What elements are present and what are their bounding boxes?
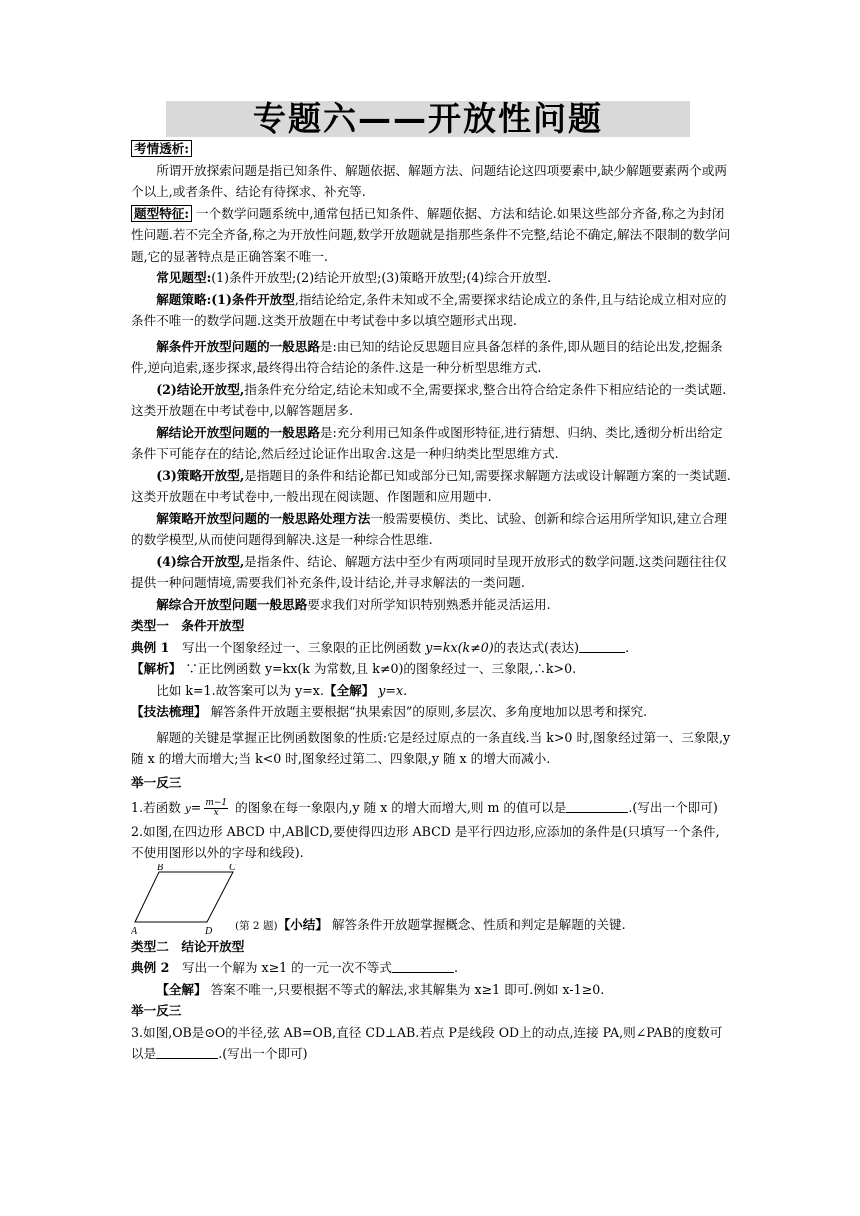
silu2-paragraph xyxy=(131,422,731,465)
parallelogram-figure xyxy=(131,864,241,936)
example2-blank xyxy=(392,960,454,973)
question1-a: 1.若函数 xyxy=(131,800,185,815)
changjian-label: 常见题型: xyxy=(156,270,212,285)
tixing-text: 一个数学问题系统中,通常包括已知条件、解题依据、方法和结论.如果这些部分齐备,称之为封闭性问题.若不完全齐备,称之为开放性问题,数学开放题就是指那些条件不完整,结论不确定,解法不限制的数学问题,它的显著特点是正确答案不唯一. xyxy=(131,205,731,264)
silu4-paragraph xyxy=(131,594,731,616)
summary-label: 【小结】 xyxy=(277,916,328,932)
tixing-label: 题型特征: xyxy=(131,205,192,222)
celue-sub-label: (1)条件开放型 xyxy=(211,291,295,307)
key1-paragraph: 解题的关键是掌握正比例函数图象的性质:它是经过原点的一条直线.当 k>0 时,图象经过第一、三象限,y 随 x 的增大而增大;当 k<0 时,图象经过第二、四象限,y 随 x 的增大而减小. xyxy=(131,729,731,766)
vertex-label-c: C xyxy=(229,863,236,873)
fraction-numerator: m−1 xyxy=(205,798,228,808)
practice1-heading: 举一反三 xyxy=(131,774,182,790)
answer1-pre: 比如 k=1.故答案可以为 y=x. xyxy=(156,682,324,698)
silu4-text: 要求我们对所学知识特别熟悉并能灵活运用. xyxy=(307,596,551,612)
analysis1-text: ∵正比例函数 y=kx(k 为常数,且 k≠0)的图象经过一、三象限,∴k>0. xyxy=(181,661,577,676)
question1-c: .(写出一个即可) xyxy=(628,800,718,815)
example1-label: 典例 1 xyxy=(131,639,170,655)
zonghe-paragraph xyxy=(131,551,731,594)
analysis1-label: 【解析】 xyxy=(131,661,182,676)
zonghe-label: (4)综合开放型, xyxy=(156,553,245,569)
example1-text-b: 的表达式(表达) xyxy=(493,639,580,655)
kaoqing-label: 考情透析: xyxy=(131,140,192,157)
type2-heading: 类型二 结论开放型 xyxy=(131,938,245,954)
celue3-paragraph xyxy=(131,465,731,508)
parallelogram-shape xyxy=(135,872,233,922)
title-banner xyxy=(166,101,690,137)
skill1-text: 解答条件开放题主要根据“执果索因”的原则,多层次、多角度地加以思考和探究. xyxy=(206,704,648,719)
answer2-paragraph xyxy=(131,979,731,1001)
silu3-label: 解策略开放型问题的一般思路处理方法 xyxy=(156,510,371,526)
silu2-label: 解结论开放型问题的一般思路 xyxy=(156,424,320,440)
answer2-label: 【全解】 xyxy=(156,981,207,997)
celue3-label: (3)策略开放型, xyxy=(156,467,245,483)
example2-text: 写出一个解为 x≥1 的一元一次不等式 xyxy=(169,960,392,975)
silu3-paragraph xyxy=(131,508,731,551)
type1-heading: 类型一 条件开放型 xyxy=(131,618,245,633)
silu1-label: 解条件开放型问题的一般思路 xyxy=(156,338,320,354)
question1-blank xyxy=(566,800,628,813)
question3-b: .(写出一个即可) xyxy=(218,1046,308,1061)
silu2-text: 是:充分利用已知条件或图形特征,进行猜想、归纳、类比,透彻分析出给定条件下可能存在的结论,然后经过论证作出取舍.这是一种归纳类比型思维方式. xyxy=(131,424,723,461)
answer1-text: y=x. xyxy=(374,682,408,698)
question1-b: 的图象在每一象限内,y 随 x 的增大而增大,则 m 的值可以是 xyxy=(231,800,567,815)
question3-blank xyxy=(156,1046,218,1059)
silu4-label: 解综合开放型问题一般思路 xyxy=(156,596,308,612)
kaoqing-paragraph: 所谓开放探索问题是指已知条件、解题依据、解题方法、问题结论这四项要素中,缺少解题要素两个或两个以上,或者条件、结论有待探求、补充等. xyxy=(131,162,727,199)
vertex-label-b: B xyxy=(157,863,164,873)
skill1-paragraph xyxy=(131,701,731,723)
example2-label: 典例 2 xyxy=(131,960,170,975)
practice2-heading: 举一反三 xyxy=(131,1003,182,1018)
answer1-label: 【全解】 xyxy=(323,682,375,698)
silu3-text: 一般需要模仿、类比、试验、创新和综合运用所学知识,建立合理的数学模型,从而使问题得到解决.这是一种综合性思维. xyxy=(131,510,727,547)
figure-row xyxy=(131,864,731,936)
question1-fraction xyxy=(204,799,228,818)
kaoqing-heading xyxy=(131,138,731,160)
example2: 典例 2 写出一个解为 x≥1 的一元一次不等式 . xyxy=(131,960,458,975)
silu1-text: 是:由已知的结论反思题目应具备怎样的条件,即从题目的结论出发,挖掘条件,逆向追索,逐步探求,最终得出符合结论的条件.这是一种分析型思维方式. xyxy=(131,338,723,375)
changjian-paragraph xyxy=(131,267,731,289)
example1: 典例 1 写出一个图象经过一、三象限的正比例函数 y=kx(k≠0)的表达式(表达) . xyxy=(131,639,630,655)
skill1-label: 【技法梳理】 xyxy=(131,704,207,719)
vertex-label-d: D xyxy=(205,925,213,936)
question2: 2.如图,在四边形 ABCD 中,AB∥CD,要使得四边形 ABCD 是平行四边形,应添加的条件是(只填写一个条件,不使用图形以外的字母和线段). xyxy=(131,823,720,860)
question3-a: 3.如图,OB是⊙O的半径,弦 AB=OB,直径 CD⊥AB.若点 P是线段 OD上的动点,连接 PA,则∠PAB的度数可以是 xyxy=(131,1024,723,1061)
jielun-paragraph xyxy=(131,379,731,422)
fraction-denominator: x xyxy=(213,808,219,818)
zonghe-text: 是指条件、结论、解题方法中至少有两项同时呈现开放形式的数学问题.这类问题往往仅提供一种问题情境,需要我们补充条件,设计结论,并寻求解法的一类问题. xyxy=(131,553,727,590)
silu1-paragraph xyxy=(131,336,731,379)
celue3-text: 是指题目的条件和结论都已知或部分已知,需要探求解题方法或设计解题方案的一类试题.这类开放题在中考试卷中,一般出现在阅读题、作图题和应用题中. xyxy=(131,467,731,504)
summary-text: 解答条件开放题掌握概念、性质和判定是解题的关键. xyxy=(327,916,626,932)
tixing-paragraph xyxy=(131,203,731,268)
analysis1 xyxy=(131,658,731,680)
question3 xyxy=(131,1022,731,1065)
celue-paragraph xyxy=(131,289,731,332)
figure-caption-line xyxy=(235,914,626,938)
jielun-label: (2)结论开放型, xyxy=(156,381,245,397)
example1-formula: y=kx(k≠0) xyxy=(425,639,494,655)
document-body xyxy=(131,138,731,1065)
answer2-text: 答案不唯一,只要根据不等式的解法,求其解集为 x≥1 即可.例如 x-1≥0. xyxy=(206,981,605,997)
question1-y: y xyxy=(184,803,191,815)
question1: 1.若函数 y= $\frac{m-1}{x}$ 的图象在每一象限内,y 随 x 的增大而增大,则 m 的值可以是 .(写出一个即可) xyxy=(131,798,718,818)
celue-label: 解题策略: xyxy=(156,291,212,307)
figure-caption: (第 2 题) xyxy=(235,919,278,932)
changjian-text: (1)条件开放型;(2)结论开放型;(3)策略开放型;(4)综合开放型. xyxy=(211,270,552,285)
jielun-text: 指条件充分给定,结论未知或不全,需要探求,整合出符合给定条件下相应结论的一类试题.这类开放题在中考试卷中,以解答题居多. xyxy=(131,381,727,418)
page-title: 专题六——开放性问题 xyxy=(253,99,603,138)
celue-text: ,指结论给定,条件未知或不全,需要探求结论成立的条件,且与结论成立相对应的条件不唯一的数学问题.这类开放题在中考试卷中多以填空题形式出现. xyxy=(131,291,727,328)
answer1-line xyxy=(131,680,731,702)
vertex-label-a: A xyxy=(131,925,138,936)
example1-blank xyxy=(579,640,625,653)
example1-text-a: 写出一个图象经过一、三象限的正比例函数 xyxy=(169,639,426,655)
